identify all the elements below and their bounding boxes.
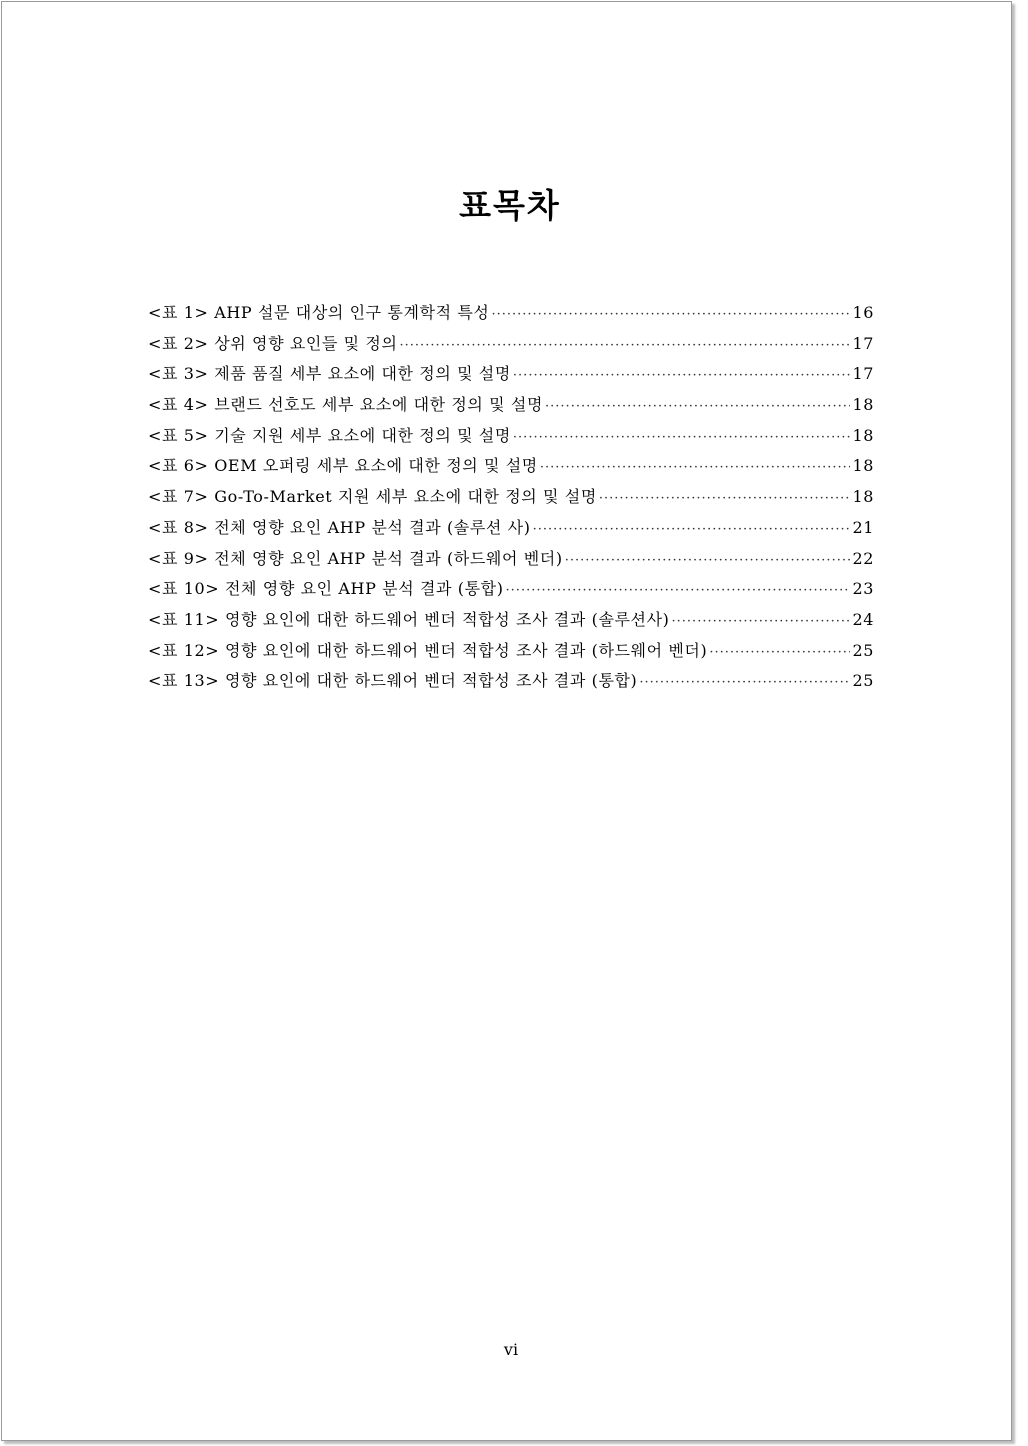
toc-entry-page: 25	[852, 640, 874, 660]
toc-entry-page: 25	[852, 671, 874, 691]
dot-leader	[709, 645, 850, 660]
toc-entry-label: <표 3> 제품 품질 세부 요소에 대한 정의 및 설명	[148, 364, 511, 384]
toc-entry-label: <표 10> 전체 영향 요인 AHP 분석 결과 (통합)	[148, 579, 504, 599]
dot-leader	[565, 553, 851, 568]
dot-leader	[513, 430, 851, 445]
toc-entry-page: 16	[852, 303, 874, 322]
toc-entry[interactable]	[148, 515, 874, 546]
dot-leader	[545, 399, 850, 414]
toc-entry[interactable]	[148, 300, 874, 331]
toc-entry[interactable]	[148, 668, 874, 699]
toc-entry[interactable]	[148, 546, 874, 577]
toc-entry-page: 18	[852, 395, 874, 415]
toc-entry-label: <표 11> 영향 요인에 대한 하드웨어 벤더 적합성 조사 결과 (솔루션사)	[148, 609, 670, 629]
dot-leader	[513, 368, 851, 383]
table-of-contents	[148, 300, 874, 699]
toc-entry-page: 17	[852, 333, 874, 353]
dot-leader	[599, 491, 851, 506]
toc-entry-label: <표 9> 전체 영향 요인 AHP 분석 결과 (하드웨어 벤더)	[148, 548, 563, 568]
toc-entry[interactable]	[148, 361, 874, 392]
toc-entry[interactable]	[148, 331, 874, 362]
toc-entry-page: 22	[852, 548, 874, 568]
toc-entry-page: 24	[852, 609, 874, 629]
toc-entry[interactable]	[148, 453, 874, 484]
dot-leader	[639, 675, 850, 690]
toc-entry-label: <표 13> 영향 요인에 대한 하드웨어 벤더 적합성 조사 결과 (통합)	[148, 671, 638, 691]
dot-leader	[506, 583, 851, 598]
toc-entry-page: 18	[852, 456, 874, 476]
toc-entry-page: 17	[852, 364, 874, 384]
toc-entry-page: 21	[852, 517, 874, 537]
toc-entry-label: <표 1> AHP 설문 대상의 인구 통계학적 특성	[148, 303, 490, 322]
dot-leader	[533, 522, 851, 537]
toc-entry[interactable]	[148, 392, 874, 423]
page-title: 표목차	[459, 186, 561, 225]
toc-entry-label: <표 2> 상위 영향 요인들 및 정의	[148, 333, 398, 353]
dot-leader	[491, 307, 850, 322]
toc-entry-page: 18	[852, 425, 874, 445]
toc-entry-page: 18	[852, 487, 874, 507]
toc-entry-page: 23	[852, 579, 874, 599]
toc-entry-label: <표 12> 영향 요인에 대한 하드웨어 벤더 적합성 조사 결과 (하드웨어 벤더)	[148, 640, 708, 660]
toc-entry[interactable]	[148, 484, 874, 515]
document-page	[1, 1, 1012, 1441]
toc-entry[interactable]	[148, 423, 874, 454]
toc-entry-label: <표 8> 전체 영향 요인 AHP 분석 결과 (솔루션 사)	[148, 517, 531, 537]
page-number: vi	[503, 1340, 519, 1359]
toc-entry[interactable]	[148, 576, 874, 607]
toc-entry[interactable]	[148, 638, 874, 669]
dot-leader	[400, 338, 851, 353]
toc-entry-label: <표 4> 브랜드 선호도 세부 요소에 대한 정의 및 설명	[148, 395, 544, 415]
dot-leader	[540, 460, 851, 475]
toc-entry-label: <표 7> Go-To-Market 지원 세부 요소에 대한 정의 및 설명	[148, 487, 597, 507]
toc-entry-label: <표 5> 기술 지원 세부 요소에 대한 정의 및 설명	[148, 425, 511, 445]
dot-leader	[672, 614, 851, 629]
toc-entry[interactable]	[148, 607, 874, 638]
toc-entry-label: <표 6> OEM 오퍼링 세부 요소에 대한 정의 및 설명	[148, 456, 538, 476]
